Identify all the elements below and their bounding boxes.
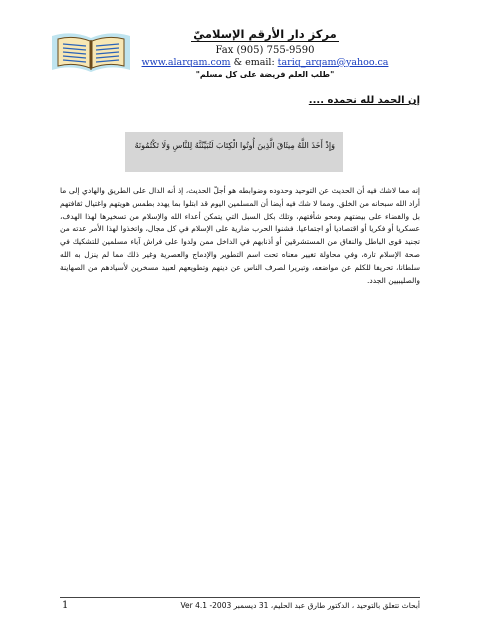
email-link[interactable]: tariq_arqam@yahoo.ca	[277, 56, 389, 68]
footer-divider	[60, 597, 420, 598]
page-number: 1	[62, 600, 69, 611]
body-paragraph: إنه مما لاشك فيه أن الحديث عن التوحيد وحدوده وضوابطه هو أجلّ الحديث، إذ أنه الدال على الطريق والهادي إلى ما أراد الله سبحانه من الخلق. ومما لا شك فيه أيضا أن المسلمين اليوم قد ابتلوا بما يهدد بطمس هويتهم واغتيال ثقافتهم بل والقضاء على بيضتهم ومحو شأفتهم، وتلك بكل السبل التي يتمكن أعداء الله والإسلام من تسخيرها لهذا الهدف، عسكريا أو فكريا أو اقتصاديا أو اجتماعيا. فشنوا الحرب ضارية على الإسلام في كل مجال، واتخذوا لهذا الأمر عدته من تجنيد قوى الباطل والنفاق من المستشرقين أو أذنابهم في الداخل ممن ولدوا على فراش آباء مسلمين للتشكيك في صحة الإسلام تارة، وفي محاولة تغيير معناه تحت اسم التطوير والإدماج والعصرية وغير ذلك مما لم ينزل به الله سلطانا، تحريفا للكلم عن مواضعه، وتبريرا لصرف الناس عن دينهم وتطويعهم لعبيد مسخرين لأسيادهم من الصهاينة والصليبيين الجدد.	[60, 186, 420, 285]
footer-citation: أبحاث تتعلق بالتوحيد ، الدكتور طارق عبد الحليم، 31 ديسمبر 2003- Ver 4.1	[180, 601, 420, 610]
quran-verse-box	[125, 132, 343, 172]
motto: "طلب العلم فريضة على كل مسلم"	[195, 69, 335, 79]
contact-line	[135, 58, 395, 69]
website-link[interactable]: www.alarqam.com	[141, 56, 231, 68]
email-connector: & email:	[230, 56, 278, 68]
section-heading: إن الحمد لله نحمده ....	[308, 95, 420, 106]
fax-number: Fax (905) 755-9590	[215, 45, 315, 57]
organization-name: مركز دار الأرقم الإسلاميّ	[193, 27, 337, 41]
letterhead	[135, 24, 395, 79]
open-book-logo-icon	[50, 30, 132, 74]
quran-verse-text: وَإِذْ أَخَذَ اللَّهُ مِيثَاقَ الَّذِينَ أُوتُوا الْكِتَابَ لَتُبَيِّنُنَّهُ لِلنَّاسِ وَلَا تَكْتُمُونَهُ	[134, 141, 335, 150]
